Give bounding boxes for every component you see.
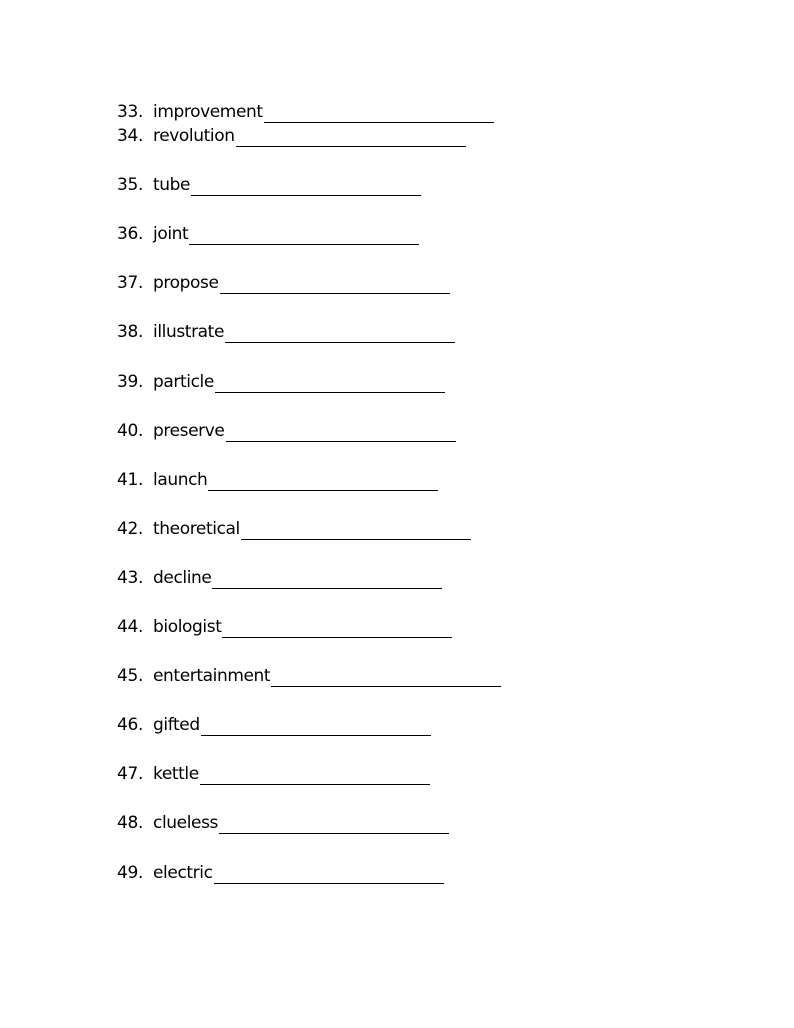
item-word: launch — [153, 469, 208, 490]
item-number: 33. — [117, 102, 144, 122]
list-item — [117, 663, 757, 712]
item-word: kettle — [153, 764, 199, 785]
item-word: preserve — [153, 420, 225, 441]
item-word: theoretical — [153, 518, 240, 539]
item-word: improvement — [153, 102, 263, 122]
item-number: 44. — [117, 617, 144, 638]
item-number: 36. — [117, 224, 144, 245]
answer-blank[interactable] — [222, 617, 452, 638]
item-number: 38. — [117, 322, 144, 343]
item-number: 49. — [117, 862, 144, 883]
list-item — [117, 418, 757, 467]
answer-blank[interactable] — [208, 470, 438, 491]
item-number: 41. — [117, 469, 144, 490]
item-word: propose — [153, 273, 219, 294]
answer-blank[interactable] — [271, 666, 501, 687]
item-number: 39. — [117, 371, 144, 392]
item-number: 34. — [117, 126, 144, 147]
list-item — [117, 516, 757, 565]
answer-blank[interactable] — [219, 813, 449, 834]
answer-blank[interactable] — [220, 273, 450, 294]
list-item — [117, 467, 757, 516]
item-word: tube — [153, 175, 191, 196]
list-item — [117, 319, 757, 368]
list-item — [117, 172, 757, 221]
answer-blank[interactable] — [226, 421, 456, 442]
answer-blank[interactable] — [241, 519, 471, 540]
item-number: 40. — [117, 420, 144, 441]
item-word: biologist — [153, 617, 222, 638]
vocabulary-worksheet — [117, 98, 757, 909]
item-number: 37. — [117, 273, 144, 294]
answer-blank[interactable] — [214, 863, 444, 884]
answer-blank[interactable] — [215, 372, 445, 393]
list-item — [117, 859, 757, 908]
item-word: particle — [153, 371, 214, 392]
list-item — [117, 123, 757, 172]
list-item — [117, 98, 757, 123]
item-word: gifted — [153, 715, 200, 736]
item-number: 46. — [117, 715, 144, 736]
list-item — [117, 565, 757, 614]
item-number: 47. — [117, 764, 144, 785]
answer-blank[interactable] — [201, 715, 431, 736]
item-number: 45. — [117, 666, 144, 687]
item-word: electric — [153, 862, 213, 883]
list-item — [117, 761, 757, 810]
answer-blank[interactable] — [225, 322, 455, 343]
list-item — [117, 221, 757, 270]
answer-blank[interactable] — [191, 175, 421, 196]
answer-blank[interactable] — [264, 102, 494, 123]
item-word: revolution — [153, 126, 235, 147]
answer-blank[interactable] — [200, 764, 430, 785]
list-item — [117, 368, 757, 417]
item-number: 42. — [117, 518, 144, 539]
item-word: decline — [153, 567, 212, 588]
list-item — [117, 614, 757, 663]
item-word: illustrate — [153, 322, 224, 343]
answer-blank[interactable] — [189, 224, 419, 245]
answer-blank[interactable] — [212, 568, 442, 589]
list-item — [117, 712, 757, 761]
item-word: clueless — [153, 813, 218, 834]
list-item — [117, 810, 757, 859]
list-item — [117, 270, 757, 319]
answer-blank[interactable] — [236, 126, 466, 147]
item-number: 35. — [117, 175, 144, 196]
item-word: joint — [153, 224, 189, 245]
item-number: 43. — [117, 567, 144, 588]
item-word: entertainment — [153, 666, 271, 687]
item-number: 48. — [117, 813, 144, 834]
